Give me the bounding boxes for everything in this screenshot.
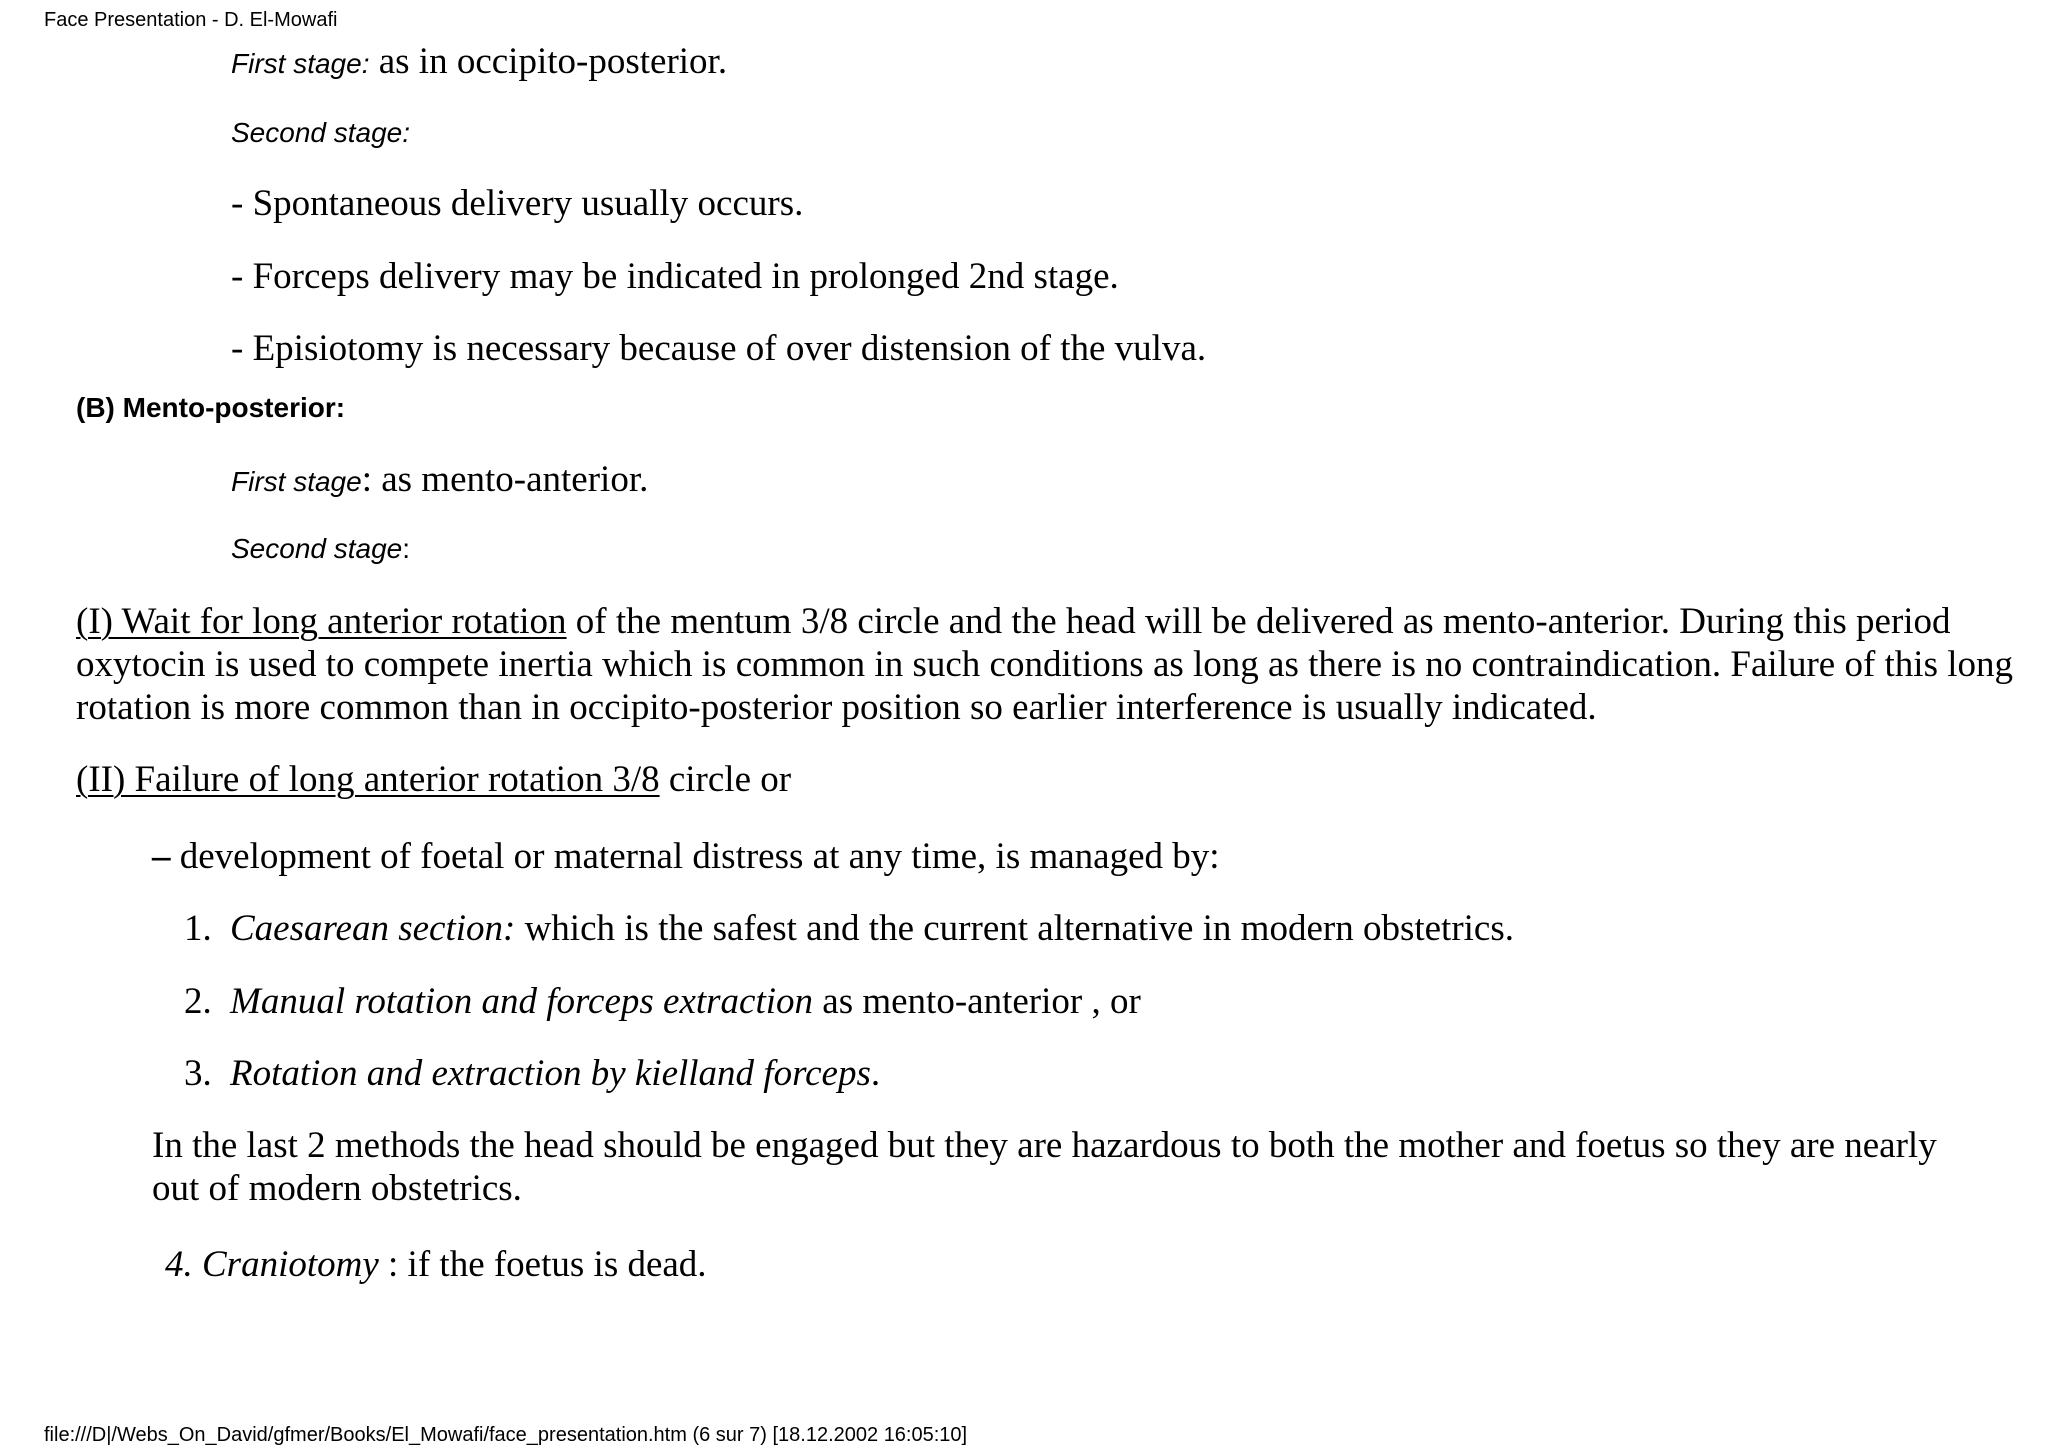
method-title: Caesarean section: [230, 908, 516, 949]
failure-rotation-line [76, 758, 791, 801]
list-item: - Episiotomy is necessary because of over distension of the vulva. [231, 328, 1207, 369]
method-item [184, 980, 1141, 1023]
first-stage-text: as in occipito-posterior. [369, 41, 728, 82]
craniotomy-text: : if the foetus is dead. [378, 1244, 707, 1285]
list-item: - Spontaneous delivery usually occurs. [231, 183, 804, 224]
page-footer-path: file:///D|/Webs_On_David/gfmer/Books/El_Mowafi/face_presentation.htm (6 sur 7) [18.12.2002 16:05:10] [44, 1424, 968, 1446]
wait-rotation-heading: (I) Wait for long anterior rotation [76, 601, 567, 642]
mp-second-stage-colon: : [402, 533, 411, 564]
distress-line [152, 835, 1220, 878]
wait-rotation-paragraph [76, 600, 2026, 729]
method-item [184, 907, 1514, 950]
section-heading-mento-posterior: (B) Mento-posterior: [76, 392, 346, 423]
hazard-paragraph: In the last 2 methods the head should be engaged but they are hazardous to both the mother and foetus so they are nearly out of modern obstetrics. [152, 1125, 1937, 1209]
first-stage-line [231, 40, 727, 83]
method-number: 3. [184, 1053, 212, 1094]
distress-text: development of foetal or maternal distress at any time, is managed by: [170, 836, 1220, 877]
method-title: Rotation and extraction by kielland forceps [230, 1053, 871, 1094]
first-stage-label: First stage: [231, 48, 370, 79]
method-text: as mento-anterior , or [813, 981, 1141, 1022]
method-item [184, 1052, 880, 1095]
craniotomy-title: 4. Craniotomy [165, 1244, 379, 1285]
failure-rotation-heading: (II) Failure of long anterior rotation 3/8 [76, 759, 660, 800]
method-title: Manual rotation and forceps extraction [230, 981, 814, 1022]
second-stage-label: Second stage: [231, 117, 411, 148]
mp-first-stage-line [231, 458, 648, 501]
craniotomy-line [165, 1243, 707, 1286]
distress-dash: – [152, 836, 171, 877]
page-header-title: Face Presentation - D. El-Mowafi [44, 9, 338, 31]
method-number: 1. [184, 908, 212, 949]
mp-first-stage-text: : as mento-anterior. [361, 459, 649, 500]
mp-first-stage-label: First stage [231, 466, 362, 497]
failure-rotation-text: circle or [659, 759, 792, 800]
method-text: . [870, 1053, 881, 1094]
list-item: - Forceps delivery may be indicated in prolonged 2nd stage. [231, 256, 1119, 297]
method-number: 2. [184, 981, 212, 1022]
wait-rotation-text: of the mentum 3/8 circle and the head will be delivered as mento-anterior. During this period oxytocin is used to compete inertia which is common in such conditions as long as there is no contraindication. Failure of this long rotation is more common than in occipito-posterior position so earlier interference is usually indicated. [76, 601, 2014, 728]
method-text: which is the safest and the current alternative in modern obstetrics. [515, 908, 1515, 949]
mp-second-stage-label: Second stage [231, 533, 403, 564]
mp-second-stage-line [231, 533, 410, 565]
